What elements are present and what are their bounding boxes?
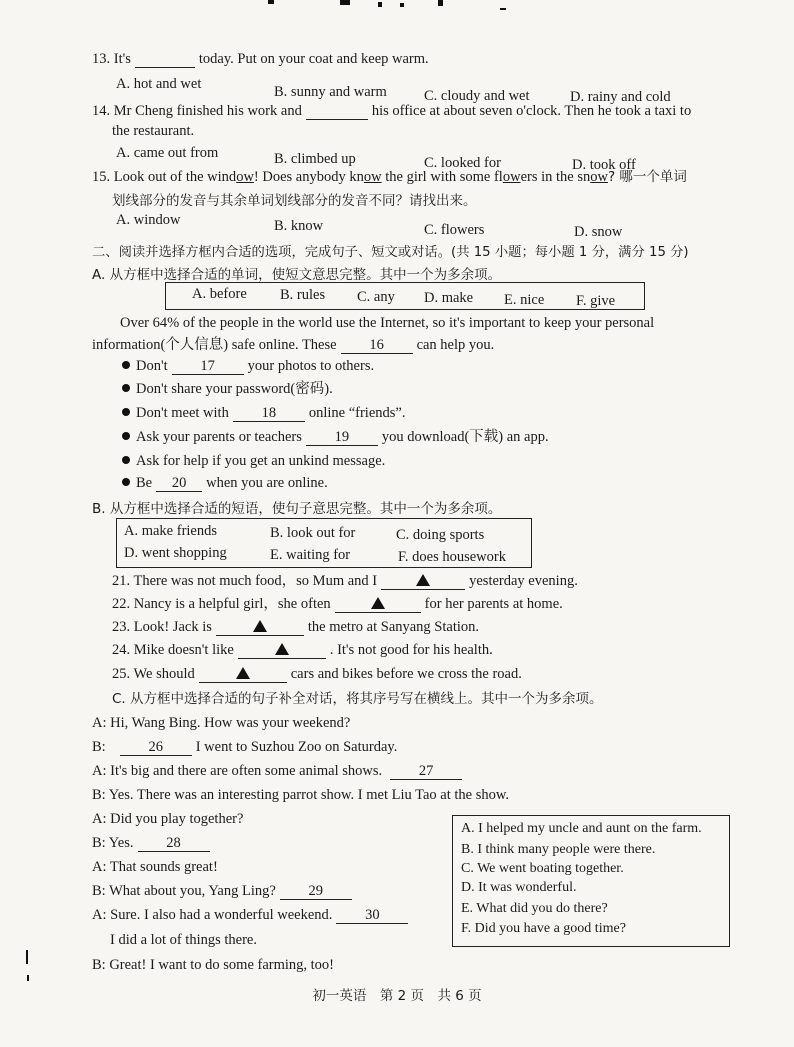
question-14: 14. Mr Cheng finished his work and his office at about seven o'clock. Then he took a taxi to <box>92 103 692 119</box>
box-word: D. make <box>424 290 474 306</box>
option[interactable]: C. looked for <box>424 155 501 171</box>
scan-mark <box>26 950 28 964</box>
dialogue-line: B: Great! I want to do some farming, too! <box>92 957 335 973</box>
answer-blank-27[interactable]: 27 <box>390 764 462 780</box>
answer-blank[interactable] <box>306 104 368 120</box>
box-sentence: E. What did you do there? <box>461 901 608 916</box>
bullet-item: Ask for help if you get an unkind message. <box>122 452 385 470</box>
scan-mark <box>268 0 274 4</box>
box-sentence: F. Did you have a good time? <box>461 921 626 936</box>
question-24: 24. Mike doesn't like . It's not good for his health. <box>112 642 493 658</box>
scan-mark <box>27 975 29 981</box>
question-15-line2: 划线部分的发音与其余单词划线部分的发音不同？请找出来。 <box>112 193 477 209</box>
dialogue-line: A: That sounds great! <box>92 859 218 875</box>
dialogue-line: B: 26 I went to Suzhou Zoo on Saturday. <box>92 739 398 755</box>
scan-mark <box>400 3 404 7</box>
passage-line: Over 64% of the people in the world use the Internet, so it's important to keep your personal <box>120 315 655 331</box>
box-word: E. nice <box>504 292 545 308</box>
bullet-icon <box>122 456 130 464</box>
box-word: F. give <box>576 293 616 309</box>
dialogue-line: A: Did you play together? <box>92 811 244 827</box>
scan-mark <box>378 2 382 7</box>
answer-blank-28[interactable]: 28 <box>138 836 210 852</box>
box-phrase: A. make friends <box>124 523 218 539</box>
answer-blank-23[interactable] <box>216 620 304 636</box>
answer-blank-16[interactable]: 16 <box>341 338 413 354</box>
dialogue-line: B: Yes. There was an interesting parrot show. I met Liu Tao at the show. <box>92 787 509 803</box>
triangle-icon <box>416 574 430 586</box>
option[interactable]: A. window <box>116 212 181 228</box>
triangle-icon <box>371 597 385 609</box>
answer-blank[interactable] <box>135 52 195 68</box>
box-phrase: D. went shopping <box>124 545 227 561</box>
dialogue-line: A: Hi, Wang Bing. How was your weekend? <box>92 715 351 731</box>
scan-mark <box>340 0 350 5</box>
triangle-icon <box>275 643 289 655</box>
section-title: 二、阅读并选择方框内合适的选项，完成句子、短文或对话。(共 15 小题；每小题 1 分，满分 15 分) <box>92 245 689 260</box>
option[interactable]: C. cloudy and wet <box>424 88 530 104</box>
answer-blank-24[interactable] <box>238 643 326 659</box>
dialogue-line: B: Yes. 28 <box>92 834 214 852</box>
answer-blank-30[interactable]: 30 <box>336 908 408 924</box>
answer-blank-18[interactable]: 18 <box>233 406 305 422</box>
question-14-line2: the restaurant. <box>112 123 195 139</box>
question-23: 23. Look! Jack is the metro at Sanyang Station. <box>112 619 480 635</box>
option[interactable]: D. took off <box>572 157 636 173</box>
dialogue-line: I did a lot of things there. <box>110 932 257 948</box>
box-phrase: E. waiting for <box>270 547 351 563</box>
bullet-item: Don't meet with 18 online “friends”. <box>122 404 405 422</box>
answer-blank-29[interactable]: 29 <box>280 884 352 900</box>
answer-blank-22[interactable] <box>335 597 421 613</box>
box-sentence: B. I think many people were there. <box>461 842 656 857</box>
page-footer: 初一英语 第 2 页 共 6 页 <box>312 988 482 1004</box>
option[interactable]: B. climbed up <box>274 151 356 167</box>
box-word: C. any <box>357 289 395 305</box>
box-sentence: A. I helped my uncle and aunt on the farm. <box>461 821 702 836</box>
answer-blank-20[interactable]: 20 <box>156 476 202 492</box>
bullet-item: Don't 17 your photos to others. <box>122 357 374 375</box>
answer-blank-25[interactable] <box>199 667 287 683</box>
answer-blank-19[interactable]: 19 <box>306 430 378 446</box>
passage-line: information(个人信息) safe online. These 16 can help you. <box>92 337 495 353</box>
triangle-icon <box>236 667 250 679</box>
answer-blank-17[interactable]: 17 <box>172 359 244 375</box>
option[interactable]: B. sunny and warm <box>274 84 387 100</box>
option[interactable]: B. know <box>274 218 324 234</box>
scan-mark <box>500 8 506 10</box>
bullet-icon <box>122 478 130 486</box>
part-a-instruction: A. 从方框中选择合适的单词，使短文意思完整。其中一个为多余项。 <box>92 267 502 283</box>
bullet-icon <box>122 361 130 369</box>
question-13: 13. It's today. Put on your coat and keep warm. <box>92 51 429 67</box>
bullet-icon <box>122 384 130 392</box>
bullet-item: Be 20 when you are online. <box>122 474 328 492</box>
question-22: 22. Nancy is a helpful girl，she often for her parents at home. <box>112 596 563 612</box>
box-word: A. before <box>192 286 247 302</box>
question-15: 15. Look out of the window! Does anybody know the girl with some flowers in the snow? 哪一个单词 <box>92 169 687 185</box>
option[interactable]: D. rainy and cold <box>570 89 671 105</box>
bullet-item: Don't share your password(密码). <box>122 380 333 398</box>
dialogue-line: A: Sure. I also had a wonderful weekend. 30 <box>92 906 412 924</box>
dialogue-line: A: It's big and there are often some animal shows. 27 <box>92 762 466 780</box>
option[interactable]: A. hot and wet <box>116 76 202 92</box>
bullet-icon <box>122 432 130 440</box>
option[interactable]: C. flowers <box>424 222 485 238</box>
scan-mark <box>438 0 443 6</box>
answer-blank-26[interactable]: 26 <box>120 740 192 756</box>
part-c-instruction: C. 从方框中选择合适的句子补全对话，将其序号写在横线上。其中一个为多余项。 <box>112 691 603 707</box>
dialogue-line: B: What about you, Yang Ling? 29 <box>92 882 356 900</box>
box-sentence: D. It was wonderful. <box>461 880 577 895</box>
question-21: 21. There was not much food，so Mum and I yesterday evening. <box>112 573 578 589</box>
bullet-item: Ask your parents or teachers 19 you download(下载) an app. <box>122 428 549 446</box>
box-sentence: C. We went boating together. <box>461 861 624 876</box>
box-phrase: B. look out for <box>270 525 356 541</box>
part-b-instruction: B. 从方框中选择合适的短语，使句子意思完整。其中一个为多余项。 <box>92 501 502 517</box>
option[interactable]: D. snow <box>574 224 623 240</box>
box-phrase: C. doing sports <box>396 527 485 543</box>
question-25: 25. We should cars and bikes before we cross the road. <box>112 666 522 682</box>
option[interactable]: A. came out from <box>116 145 219 161</box>
triangle-icon <box>253 620 267 632</box>
bullet-icon <box>122 408 130 416</box>
box-phrase: F. does housework <box>398 549 506 565</box>
box-word: B. rules <box>280 287 326 303</box>
answer-blank-21[interactable] <box>381 574 465 590</box>
